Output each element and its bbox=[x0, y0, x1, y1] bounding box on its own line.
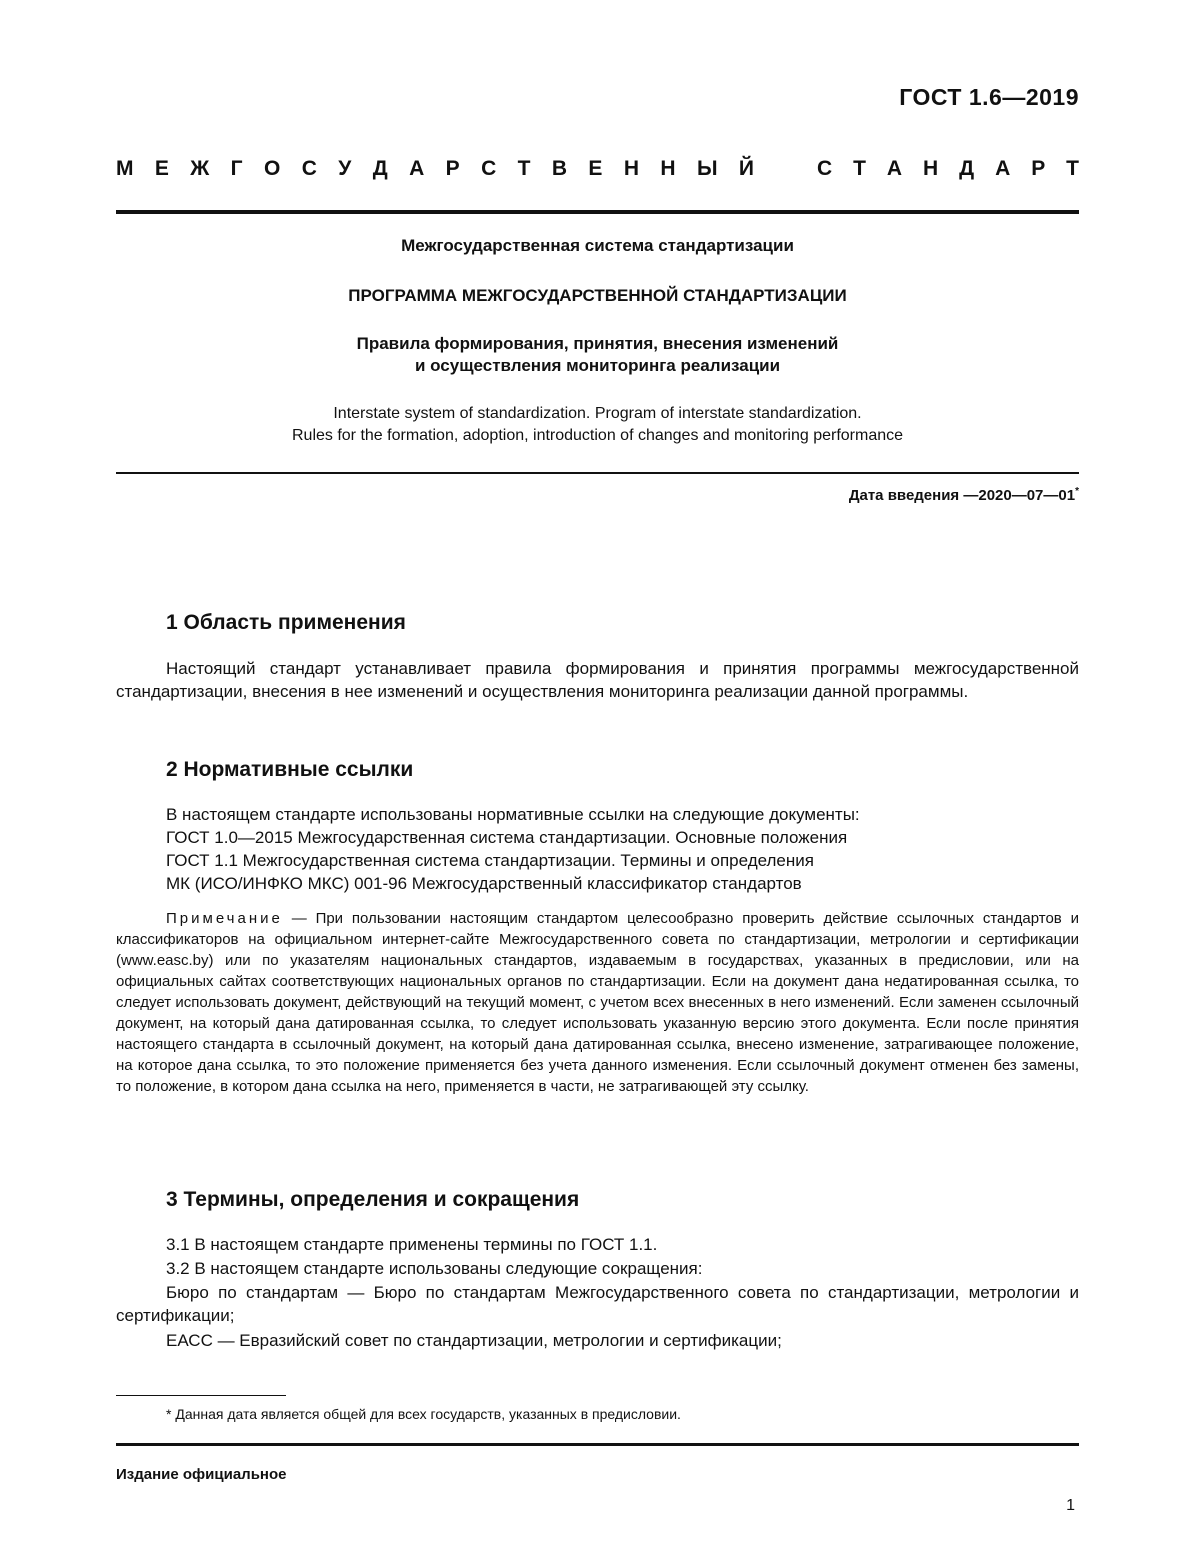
banner-letter: Й bbox=[738, 157, 754, 180]
section-1-heading: 1 Область применения bbox=[166, 611, 406, 634]
rules-title-line2: и осуществления мониторинга реализации bbox=[414, 356, 781, 375]
section-3-p3: Бюро по стандартам — Бюро по стандартам Межгосударственного совета по стандартизации, метрологии и сертификации; bbox=[116, 1283, 1079, 1325]
section-3-heading: 3 Термины, определения и сокращения bbox=[166, 1188, 580, 1211]
banner-letter: О bbox=[263, 157, 281, 180]
banner-letter: А bbox=[886, 157, 903, 180]
banner-letter: Д bbox=[372, 157, 388, 180]
banner-letter: В bbox=[551, 157, 568, 180]
reference-item: МК (ИСО/ИНФКО МКС) 001-96 Межгосударственный классификатор стандартов bbox=[166, 874, 802, 893]
banner-letter: С bbox=[481, 157, 497, 180]
note-label: Примечание bbox=[166, 910, 283, 927]
section-2-note bbox=[116, 908, 1079, 1097]
banner-letter: М bbox=[116, 157, 134, 180]
banner-letter: Г bbox=[230, 157, 243, 180]
reference-item: ГОСТ 1.0—2015 Межгосударственная система стандартизации. Основные положения bbox=[166, 828, 848, 847]
banner-letter: А bbox=[409, 157, 425, 180]
note-text: — При пользовании настоящим стандартом целесообразно проверить действие ссылочных стандартов и классификаторов на официальном интернет-сайте Межгосударственного совета по стандартизации, метрологии и сертификации (www.easc.by) или по указателям национальных стандартов, издаваемым в государствах, указанных в предисловии, или на официальных сайтах соответствующих национальных органов по стандартизации. Если на документ дана недатированная ссылка, то следует использовать документ, действующий на текущий момент, с учетом всех внесенных в него изменений. Если заменен ссылочный документ, на который дана датированная ссылка, то следует использовать указанную версию этого документа. Если после принятия настоящего стандарта в ссылочный документ, на который дана датированная ссылка, внесено изменение, затрагивающее положение, на которое дана ссылка, то это положение применяется без учета данного изменения. Если ссылочный документ отменен без замены, то положение, в котором дана ссылка на него, применяется в части, не затрагивающей эту ссылку. bbox=[116, 910, 1080, 1095]
gost-code: ГОСТ 1.6—2019 bbox=[899, 84, 1079, 110]
page-number: 1 bbox=[1066, 1497, 1075, 1514]
banner-letter: Д bbox=[959, 157, 975, 180]
banner-letter: Т bbox=[853, 157, 866, 180]
section-1-text: Настоящий стандарт устанавливает правила формирования и принятия программы межгосударственной стандартизации, внесения в нее изменений и осуществления мониторинга реализации данной программы. bbox=[116, 659, 1079, 701]
top-rule bbox=[116, 210, 1079, 214]
english-title-line1: Interstate system of standardization. Program of interstate standardization. bbox=[333, 405, 862, 422]
rules-title-line1: Правила формирования, принятия, внесения изменений bbox=[356, 334, 839, 353]
banner-letter: Р bbox=[1031, 157, 1046, 180]
bottom-rule bbox=[116, 1443, 1079, 1446]
edition-label: Издание официальное bbox=[116, 1466, 287, 1483]
banner-letter: Ж bbox=[190, 157, 210, 180]
banner-letter: Ы bbox=[696, 157, 718, 180]
banner-letter: Т bbox=[1066, 157, 1079, 180]
introduction-date bbox=[849, 486, 1079, 504]
section-2-heading: 2 Нормативные ссылки bbox=[166, 758, 414, 781]
banner-letter: Н bbox=[660, 157, 676, 180]
english-title bbox=[116, 403, 1079, 447]
banner-letter: Н bbox=[623, 157, 639, 180]
banner-letter: Е bbox=[588, 157, 603, 180]
section-2-intro: В настоящем стандарте использованы нормативные ссылки на следующие документы: bbox=[166, 805, 860, 824]
banner-letter: У bbox=[338, 157, 352, 180]
system-title: Межгосударственная система стандартизации bbox=[401, 236, 794, 255]
section-3-p1: 3.1 В настоящем стандарте применены термины по ГОСТ 1.1. bbox=[166, 1235, 658, 1254]
reference-item: ГОСТ 1.1 Межгосударственная система стандартизации. Термины и определения bbox=[166, 851, 814, 870]
banner-word-standard bbox=[817, 157, 1079, 181]
english-title-line2: Rules for the formation, adoption, introduction of changes and monitoring performance bbox=[291, 427, 904, 444]
introduction-date-text: Дата введения —2020—07—01 bbox=[848, 487, 1076, 504]
standard-banner bbox=[116, 157, 1079, 181]
banner-letter: Т bbox=[517, 157, 531, 180]
banner-word-interstate bbox=[116, 157, 754, 181]
program-title: ПРОГРАММА МЕЖГОСУДАРСТВЕННОЙ СТАНДАРТИЗАЦИИ bbox=[348, 286, 847, 305]
banner-letter: С bbox=[301, 157, 317, 180]
footnote: * Данная дата является общей для всех государств, указанных в предисловии. bbox=[166, 1406, 681, 1422]
banner-letter: Е bbox=[154, 157, 169, 180]
banner-letter: С bbox=[817, 157, 833, 180]
banner-letter: А bbox=[995, 157, 1011, 180]
footnote-mark: * bbox=[1075, 486, 1079, 497]
section-3-p4: ЕАСС — Евразийский совет по стандартизации, метрологии и сертификации; bbox=[166, 1331, 782, 1350]
banner-letter: Н bbox=[923, 157, 939, 180]
title-rule bbox=[116, 472, 1079, 474]
section-3-p2: 3.2 В настоящем стандарте использованы следующие сокращения: bbox=[166, 1259, 703, 1278]
banner-letter: Р bbox=[445, 157, 460, 180]
rules-title bbox=[116, 333, 1079, 377]
footnote-rule bbox=[116, 1395, 286, 1396]
